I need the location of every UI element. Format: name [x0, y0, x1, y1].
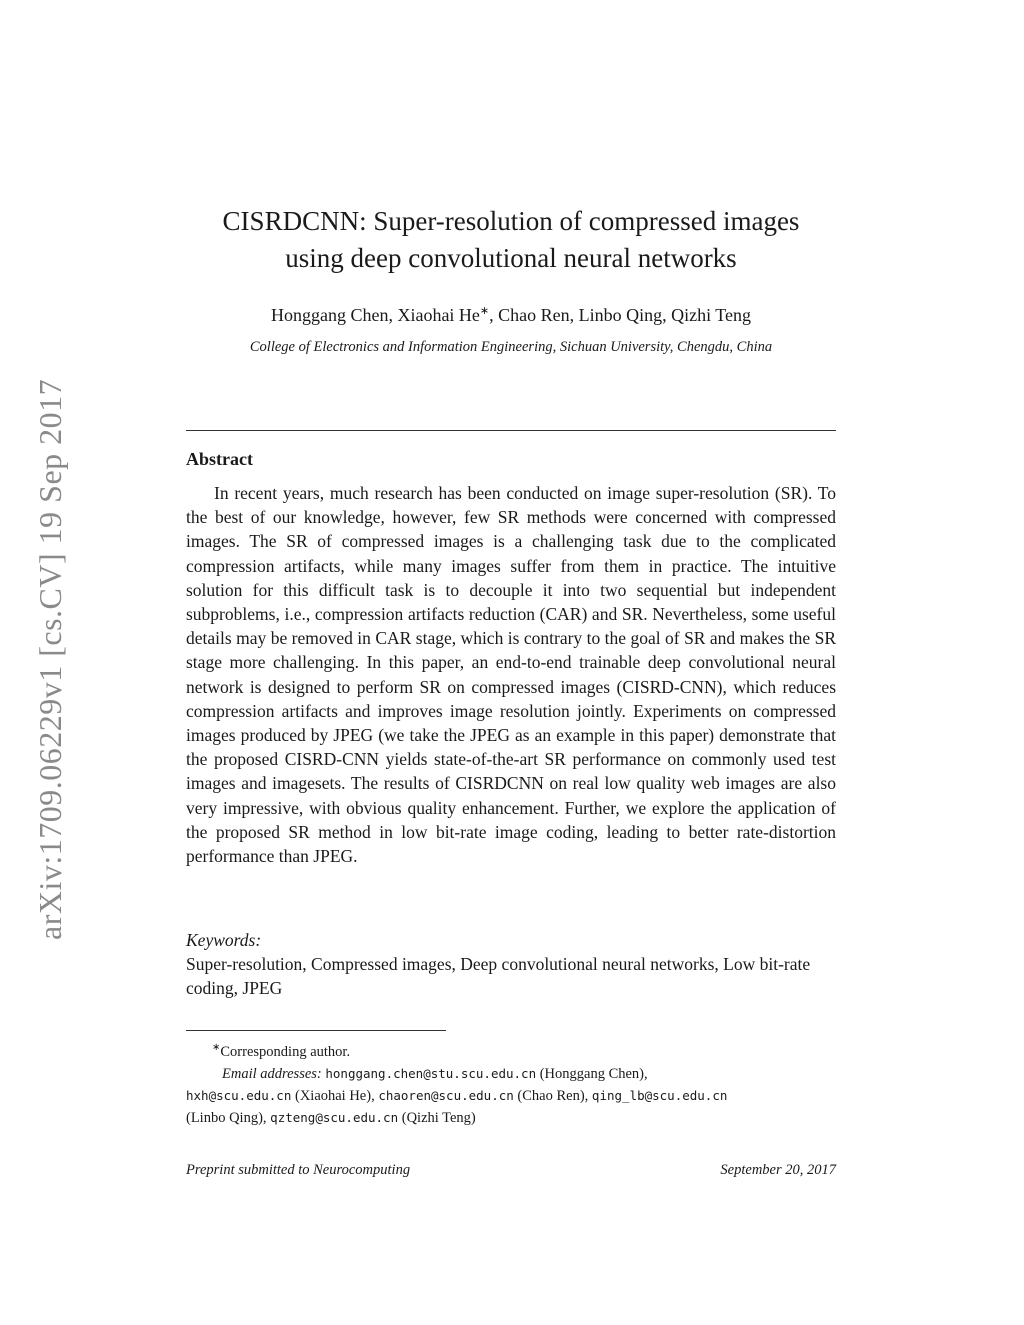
abstract-heading: Abstract	[186, 449, 253, 469]
email-address[interactable]: chaoren@scu.edu.cn	[378, 1087, 514, 1103]
email-address[interactable]: honggang.chen@stu.scu.edu.cn	[325, 1065, 537, 1081]
preprint-note: Preprint submitted to Neurocomputing	[186, 1162, 411, 1178]
email-owner: (Chao Ren),	[517, 1087, 589, 1104]
email-address[interactable]: hxh@scu.edu.cn	[186, 1087, 292, 1103]
email-addresses-line-2	[186, 1085, 836, 1107]
paper-title	[186, 203, 836, 277]
email-addresses	[186, 1063, 836, 1085]
email-label: Email addresses:	[222, 1065, 322, 1082]
abstract-text: In recent years, much research has been conducted on image super-resolution (SR). To the best of our knowledge, however, few SR methods were concerned with compressed images. The SR of compressed images is a challenging task due to the complicated compression artifacts, while many images suffer from them in practice. The intuitive solution for this difficult task is to decouple it into two sequential but independent subproblems, i.e., compression artifacts reduction (CAR) and SR. Nevertheless, some useful details may be removed in CAR stage, which is contrary to the goal of SR and makes the SR stage more challenging. In this paper, an end-to-end trainable deep convolutional neural network is designed to perform SR on compressed images (CISRD-CNN), which reduces compression artifacts and improves image resolution jointly. Experiments on compressed images produced by JPEG (we take the JPEG as an example in this paper) demonstrate that the proposed CISRD-CNN yields state-of-the-art SR performance on commonly used test images and imagesets. The results of CISRDCNN on real low quality web images are also very impressive, with obvious quality enhancement. Further, we explore the application of the proposed SR method in low bit-rate image coding, leading to better rate-distortion performance than JPEG.	[186, 483, 836, 867]
email-addresses-line-3	[186, 1107, 836, 1129]
email-address[interactable]: qing_lb@scu.edu.cn	[591, 1087, 728, 1103]
footnote-mark: ∗	[212, 1042, 221, 1053]
email-owner: (Xiaohai He),	[294, 1087, 375, 1104]
author-list	[186, 303, 836, 327]
corresponding-author-text: Corresponding author.	[220, 1043, 351, 1060]
keywords-heading: Keywords:	[186, 930, 262, 950]
corresponding-author-mark: ∗	[479, 305, 490, 317]
email-owner: (Honggang Chen),	[539, 1065, 648, 1082]
submission-date: September 20, 2017	[720, 1162, 836, 1178]
authors-after-mark: , Chao Ren, Linbo Qing, Qizhi Teng	[489, 305, 752, 325]
abstract-top-rule	[186, 430, 836, 431]
title-line-2: using deep convolutional neural networks	[285, 243, 737, 273]
email-owner: (Qizhi Teng)	[401, 1109, 476, 1126]
corresponding-author-note	[186, 1037, 836, 1063]
email-address[interactable]: qzteng@scu.edu.cn	[270, 1109, 399, 1125]
footnote-rule	[186, 1030, 446, 1031]
arxiv-identifier: arXiv:1709.06229v1 [cs.CV] 19 Sep 2017	[32, 378, 68, 940]
authors-before-mark: Honggang Chen, Xiaohai He	[270, 305, 480, 325]
email-owner: (Linbo Qing),	[186, 1109, 267, 1126]
affiliation: College of Electronics and Information Engineering, Sichuan University, Chengdu, China	[249, 339, 773, 355]
keywords-text: Super-resolution, Compressed images, Deep convolutional neural networks, Low bit-rate coding, JPEG	[186, 954, 811, 999]
footnotes	[186, 1037, 836, 1129]
title-line-1: CISRDCNN: Super-resolution of compressed images	[222, 206, 800, 236]
